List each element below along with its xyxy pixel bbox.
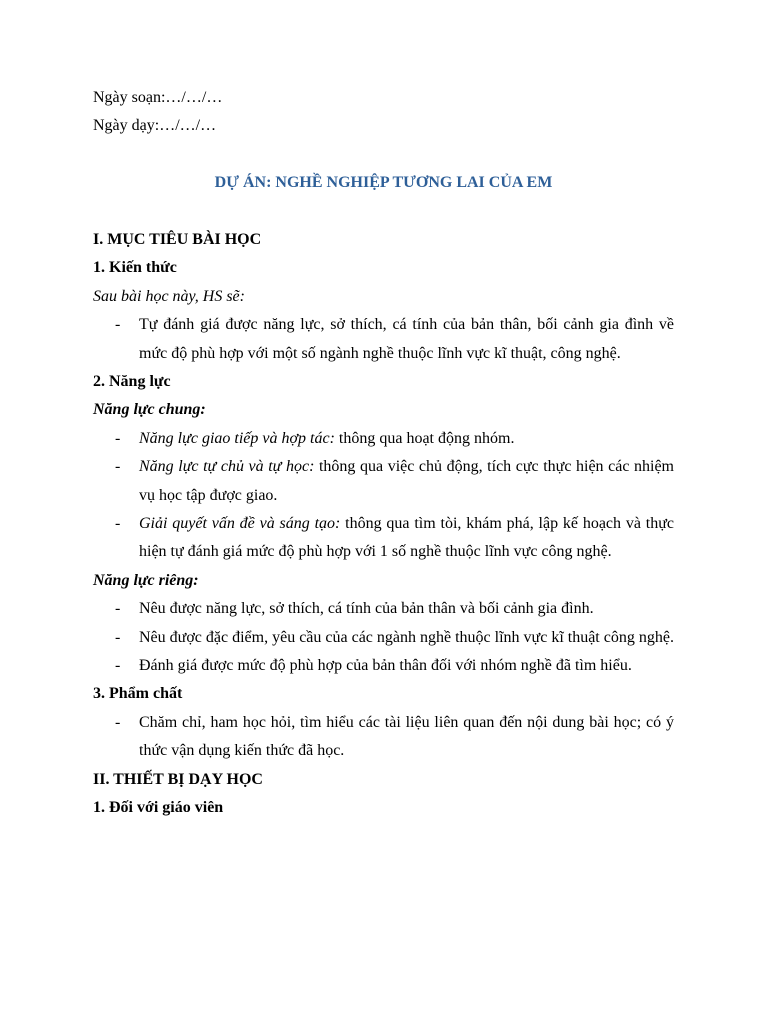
specific-competency-item (93, 624, 674, 652)
general-competency-item (93, 425, 674, 453)
qualities-heading: 3. Phẩm chất (93, 685, 183, 703)
qualities-item-text: Chăm chỉ, ham học hỏi, tìm hiểu các tài liệu liên quan đến nội dung bài học; có ý thức vận dụng kiến thức đã học. (139, 713, 674, 760)
specific-competency-text: Đánh giá được mức độ phù hợp của bản thân đối với nhóm nghề đã tìm hiểu. (139, 657, 632, 675)
knowledge-item (93, 311, 674, 368)
specific-competency-text: Nêu được đặc điểm, yêu cầu của các ngành nghề thuộc lĩnh vực kĩ thuật công nghệ. (139, 628, 674, 646)
bullet-dash: - (115, 316, 121, 334)
specific-competency-item (93, 652, 674, 680)
general-competency-item (93, 453, 674, 510)
general-competency-lead: Năng lực giao tiếp và hợp tác: (139, 429, 335, 447)
general-competency-item (93, 510, 674, 567)
general-competency-lead: Năng lực tự chủ và tự học: (139, 458, 315, 476)
section-equipment-heading: II. THIẾT BỊ DẠY HỌC (93, 770, 263, 788)
general-competency-text: thông qua hoạt động nhóm. (334, 429, 515, 447)
section-objectives-heading: I. MỤC TIÊU BÀI HỌC (93, 230, 262, 248)
competency-heading: 2. Năng lực (93, 373, 171, 390)
bullet-dash: - (115, 600, 121, 618)
bullet-dash: - (115, 657, 121, 675)
knowledge-heading: 1. Kiến thức (93, 259, 177, 277)
qualities-item (93, 709, 674, 766)
bullet-dash: - (115, 458, 121, 476)
general-competency-heading: Năng lực chung: (93, 401, 206, 419)
bullet-dash: - (115, 713, 121, 731)
general-competency-text: thông qua việc chủ động, tích cực thực hiện các nhiệm vụ học tập được giao. (139, 458, 675, 504)
bullet-dash: - (115, 429, 121, 447)
specific-competency-item (93, 595, 674, 623)
teaching-date: Ngày dạy:…/…/… (93, 117, 217, 135)
general-competency-lead: Giải quyết vấn đề và sáng tạo: (139, 515, 341, 533)
specific-competency-text: Nêu được năng lực, sở thích, cá tính của bản thân và bối cảnh gia đình. (139, 600, 594, 618)
teacher-equipment-heading: 1. Đối với giáo viên (93, 799, 224, 817)
knowledge-intro: Sau bài học này, HS sẽ: (93, 287, 245, 305)
preparation-date: Ngày soạn:…/…/… (93, 89, 223, 106)
specific-competency-heading: Năng lực riêng: (93, 571, 199, 589)
bullet-dash: - (115, 515, 121, 533)
general-competency-text: thông qua tìm tòi, khám phá, lập kế hoạch và thực hiện tự đánh giá mức độ phù hợp với 1 số nghề thuộc lĩnh vực công nghệ. (139, 515, 674, 561)
document-title: DỰ ÁN: NGHỀ NGHIỆP TƯƠNG LAI CỦA EM (214, 174, 553, 192)
document-page (93, 84, 674, 823)
bullet-dash: - (115, 628, 121, 646)
knowledge-item-text: Tự đánh giá được năng lực, sở thích, cá tính của bản thân, bối cảnh gia đình về mức độ phù hợp với một số ngành nghề thuộc lĩnh vực kĩ thuật, công nghệ. (139, 316, 674, 362)
